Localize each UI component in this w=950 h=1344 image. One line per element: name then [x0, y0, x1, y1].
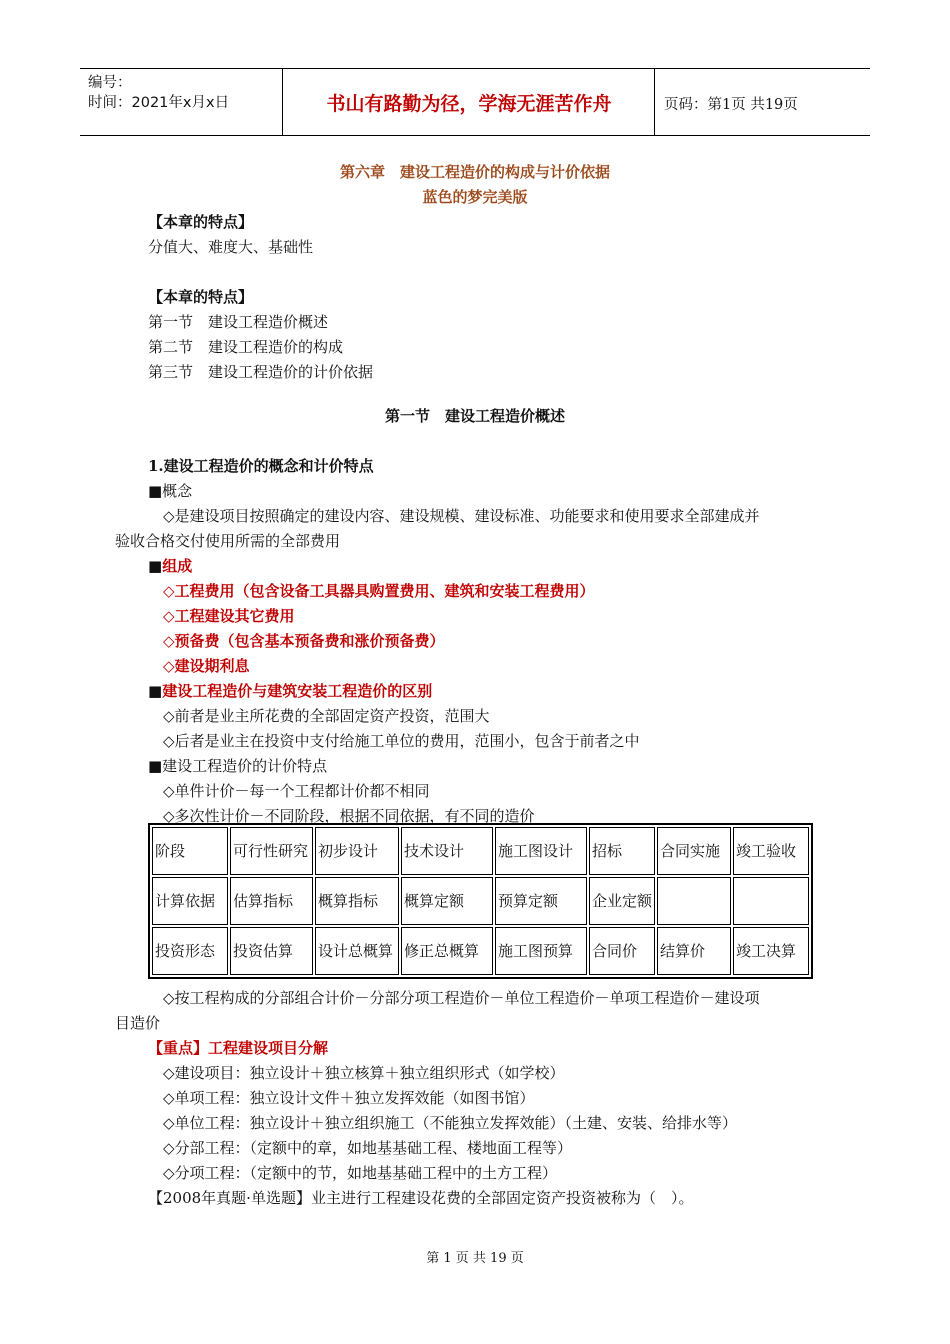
table-cell: 合同价 [589, 927, 655, 975]
table-row [152, 927, 809, 975]
table-cell: 初步设计 [315, 827, 399, 875]
concept-label: ■概念 [148, 482, 193, 500]
header-page-info: 页码：第1页 共19页 [664, 97, 798, 113]
breakdown-item: ◇单项工程：独立设计文件＋独立发挥效能（如图书馆） [163, 1089, 535, 1107]
features-text: 分值大、难度大、基础性 [148, 238, 314, 256]
table-cell: 投资估算 [230, 927, 313, 975]
pricing-item: ◇多次性计价－不同阶段，根据不同依据，有不同的造价 [163, 807, 535, 825]
table-cell: 技术设计 [401, 827, 493, 875]
key-point-heading: 【重点】工程建设项目分解 [148, 1039, 329, 1057]
table-cell: 竣工决算 [733, 927, 809, 975]
exam-question: 【2008年真题·单选题】业主进行工程建设花费的全部固定资产投资被称为（ ）。 [148, 1189, 694, 1207]
stage-table [148, 823, 813, 979]
page-footer: 第 1 页 共 19 页 [426, 1251, 524, 1266]
pricing-heading: ■建设工程造价的计价特点 [148, 757, 328, 775]
composition-pricing-text: ◇按工程构成的分部组合计价－分部分项工程造价－单位工程造价－单项工程造价－建设项 [163, 989, 760, 1007]
table-cell: 施工图设计 [495, 827, 587, 875]
outline-item: 第三节 建设工程造价的计价依据 [148, 363, 374, 381]
topic-title: 1.建设工程造价的概念和计价特点 [148, 457, 374, 475]
table-row [152, 877, 809, 925]
table-cell: 修正总概算 [401, 927, 493, 975]
table-cell: 计算依据 [152, 877, 228, 925]
page-header [80, 68, 870, 136]
document-date: 时间：2021年x月x日 [88, 95, 230, 111]
table-cell: 阶段 [152, 827, 228, 875]
composition-heading: ■组成 [148, 557, 193, 575]
difference-heading: ■建设工程造价与建筑安装工程造价的区别 [148, 682, 433, 700]
section-title: 第一节 建设工程造价概述 [384, 407, 565, 425]
table-cell: 施工图预算 [495, 927, 587, 975]
table-cell: 投资形态 [152, 927, 228, 975]
table-row [152, 827, 809, 875]
concept-text-cont: 验收合格交付使用所需的全部费用 [115, 532, 341, 550]
table-cell: 估算指标 [230, 877, 313, 925]
header-divider [282, 69, 283, 135]
table-cell: 招标 [589, 827, 655, 875]
table-cell: 设计总概算 [315, 927, 399, 975]
breakdown-item: ◇分项工程：（定额中的节，如地基基础工程中的土方工程） [163, 1164, 558, 1182]
composition-item: ◇工程费用（包含设备工具器具购置费用、建筑和安装工程费用） [163, 582, 595, 600]
header-meta [88, 73, 229, 113]
document-number: 编号： [88, 75, 132, 91]
chapter-title: 第六章 建设工程造价的构成与计价依据 [339, 163, 610, 181]
features-heading: 【本章的特点】 [148, 213, 254, 231]
outline-item: 第二节 建设工程造价的构成 [148, 338, 344, 356]
breakdown-item: ◇建设项目：独立设计＋独立核算＋独立组织形式（如学校） [163, 1064, 565, 1082]
difference-item: ◇前者是业主所花费的全部固定资产投资，范围大 [163, 707, 490, 725]
concept-text: ◇是建设项目按照确定的建设内容、建设规模、建设标准、功能要求和使用要求全部建成并 [163, 507, 760, 525]
table-cell: 结算价 [657, 927, 731, 975]
table-cell: 竣工验收 [733, 827, 809, 875]
breakdown-item: ◇单位工程：独立设计＋独立组织施工（不能独立发挥效能）（土建、安装、给排水等） [163, 1114, 738, 1132]
composition-item: ◇预备费（包含基本预备费和涨价预备费） [163, 632, 445, 650]
difference-label: 建设工程造价与建筑安装工程造价的区别 [162, 682, 433, 700]
pricing-item: ◇单件计价－每一个工程都计价都不相同 [163, 782, 430, 800]
table-cell: 概算定额 [401, 877, 493, 925]
outline-heading: 【本章的特点】 [148, 288, 254, 306]
composition-label: 组成 [162, 557, 193, 575]
table-cell: 概算指标 [315, 877, 399, 925]
chapter-subtitle: 蓝色的梦完美版 [422, 188, 528, 206]
header-motto: 书山有路勤为径，学海无涯苦作舟 [326, 93, 612, 115]
table-cell: 合同实施 [657, 827, 731, 875]
header-divider [654, 69, 655, 135]
composition-item: ◇工程建设其它费用 [163, 607, 295, 625]
composition-item: ◇建设期利息 [163, 657, 250, 675]
composition-pricing-text-cont: 目造价 [115, 1014, 161, 1032]
table-cell [657, 877, 731, 925]
outline-item: 第一节 建设工程造价概述 [148, 313, 329, 331]
difference-item: ◇后者是业主在投资中支付给施工单位的费用，范围小，包含于前者之中 [163, 732, 640, 750]
table-cell: 企业定额 [589, 877, 655, 925]
table-cell: 可行性研究 [230, 827, 313, 875]
table-cell [733, 877, 809, 925]
breakdown-item: ◇分部工程：（定额中的章，如地基基础工程、楼地面工程等） [163, 1139, 573, 1157]
table-cell: 预算定额 [495, 877, 587, 925]
